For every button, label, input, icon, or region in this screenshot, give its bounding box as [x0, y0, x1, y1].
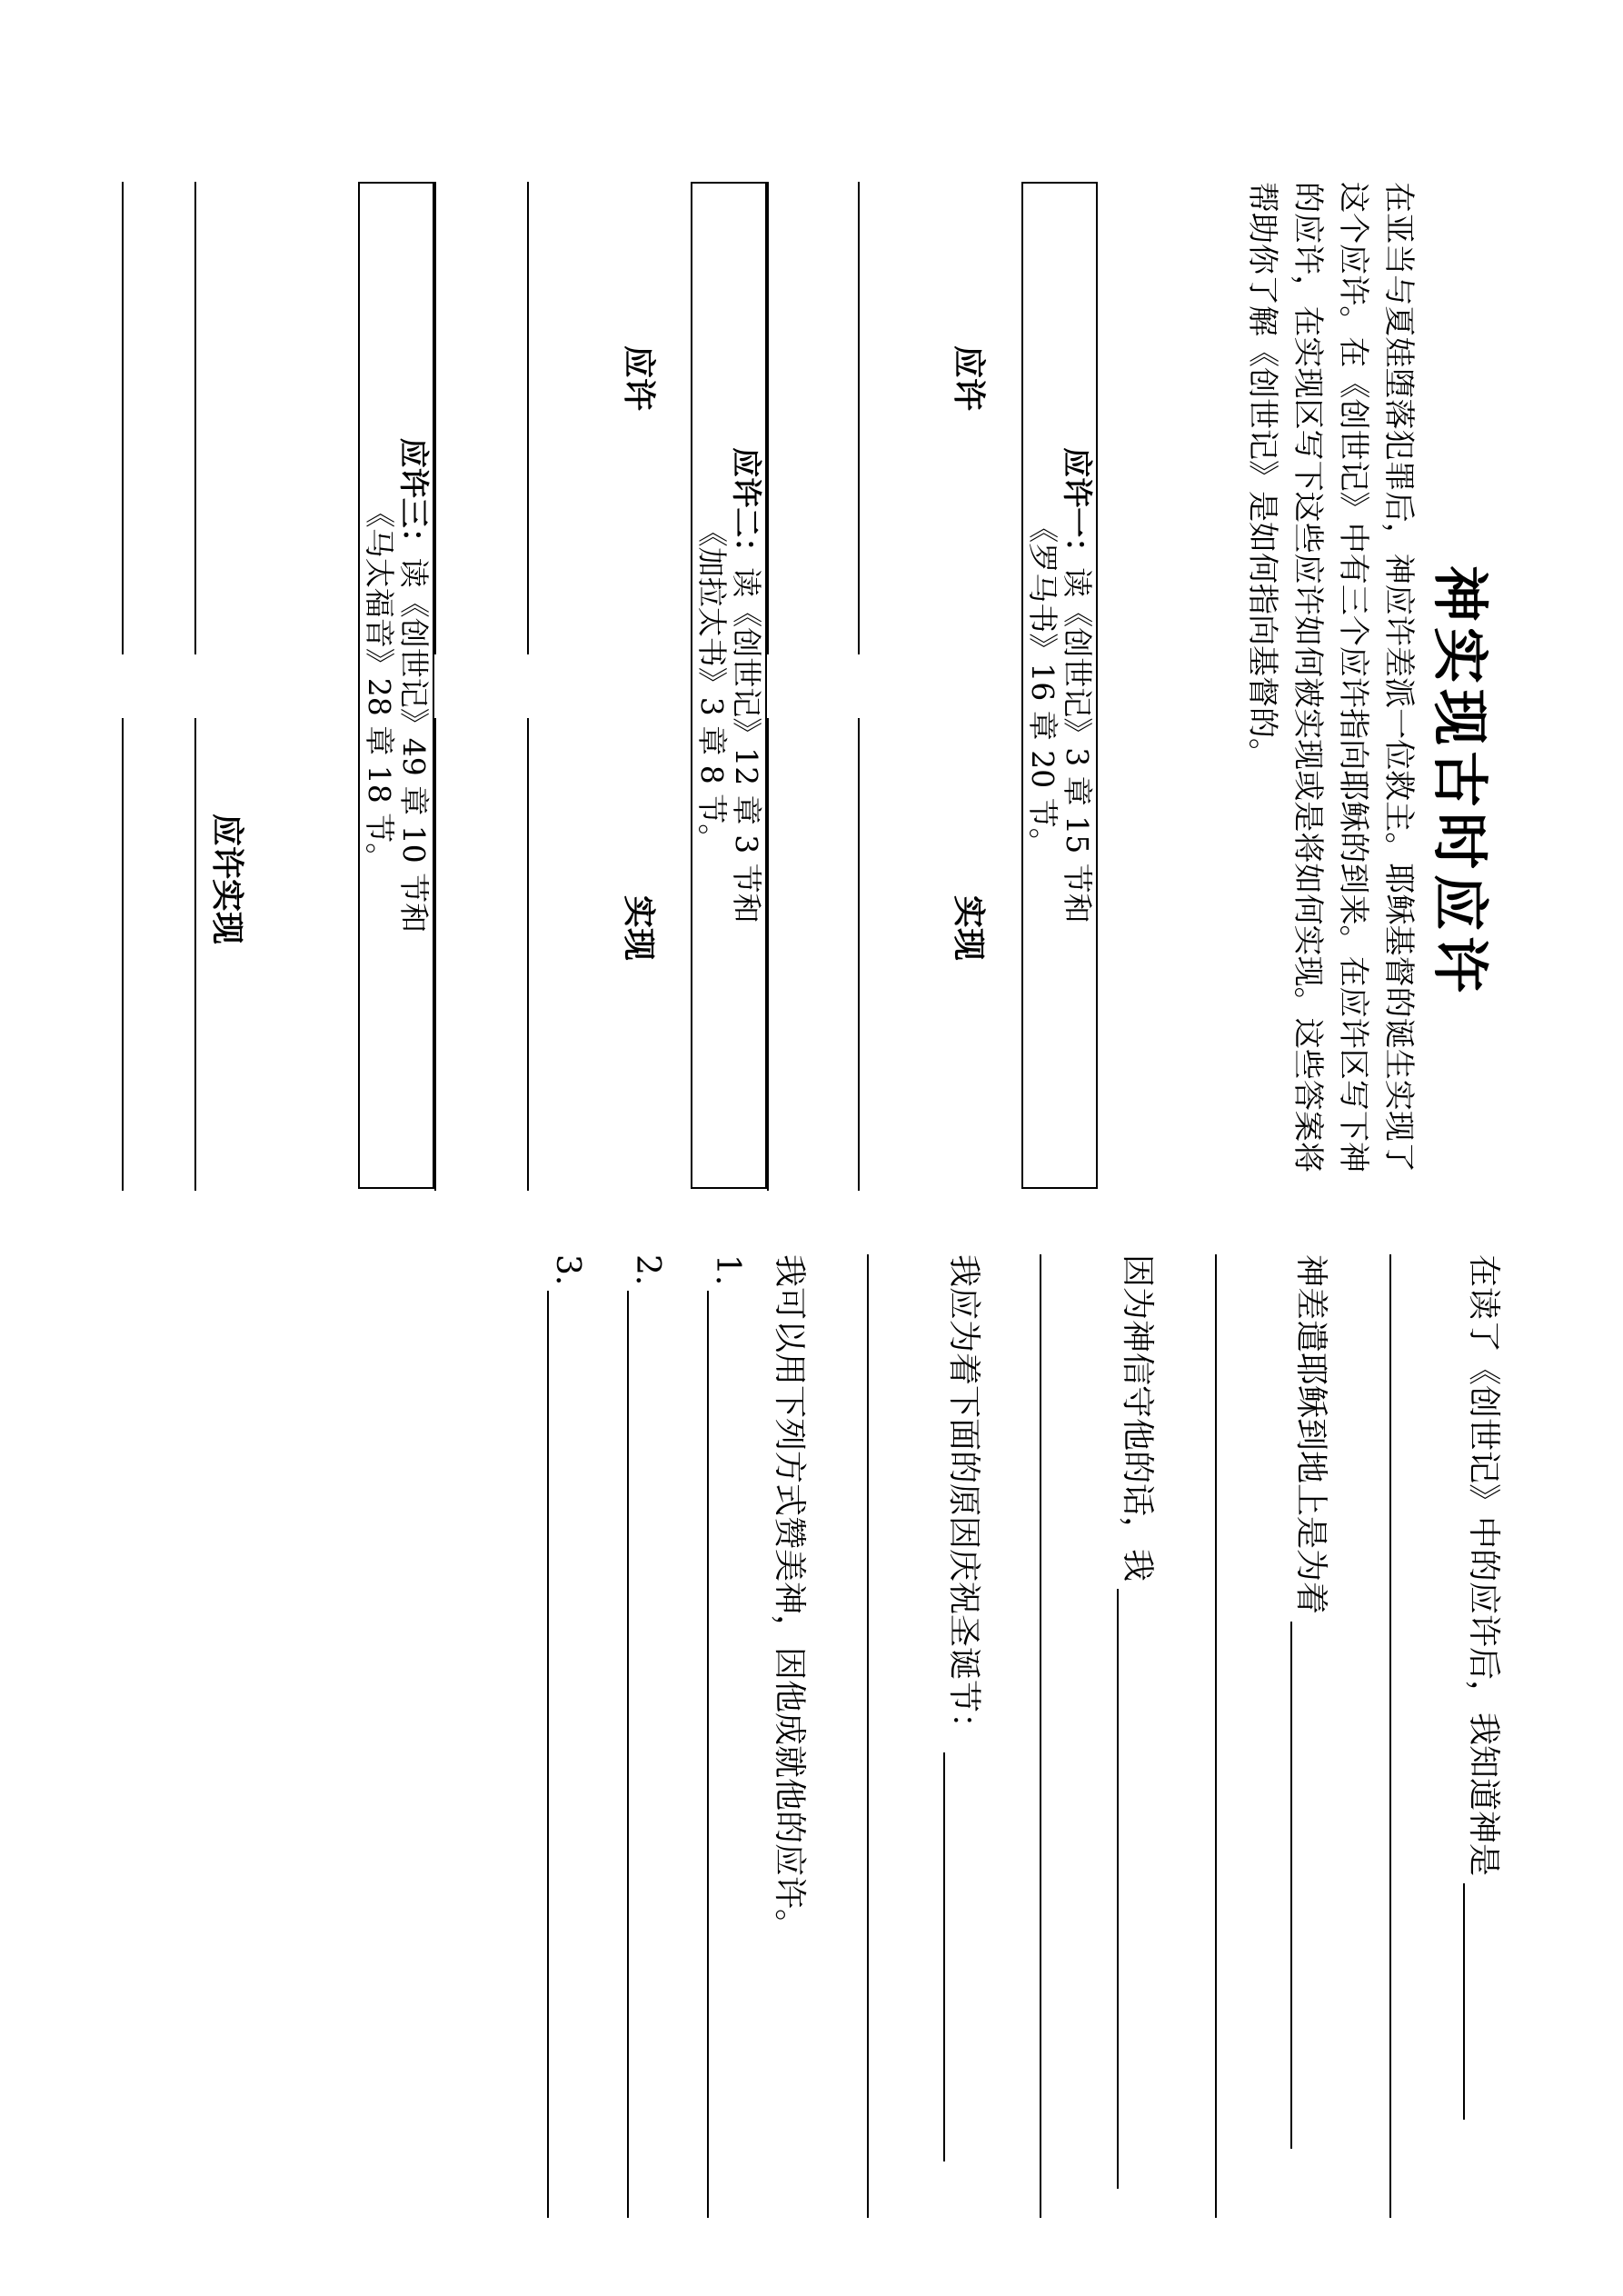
question-god-is: [1463, 1254, 1503, 2218]
answer-line[interactable]: [867, 1254, 869, 2218]
promise-1-answer-line[interactable]: [767, 718, 769, 1191]
question-god-is-text: 在读了《创世记》中的应许后，我知道神是: [1465, 1254, 1502, 1877]
question-god-keeps-word: [1117, 1254, 1157, 2218]
question-jesus-sent-blank[interactable]: [1290, 1622, 1323, 2149]
praise-item-2-number: 2.: [629, 1254, 666, 1286]
question-god-keeps-word-text: 因为神信守他的话，我: [1119, 1254, 1156, 1582]
promise-2-answer-line[interactable]: [434, 718, 436, 1191]
promise-3-reading-2: 《马太福音》28 章 18 节。: [362, 497, 397, 873]
promise-1-answer-line[interactable]: [767, 182, 769, 654]
question-god-is-blank[interactable]: [1463, 1883, 1496, 2120]
promise-1-reading-2: 《罗马书》16 章 20 节。: [1025, 513, 1060, 858]
promise-1-box: [1021, 182, 1098, 1189]
praise-item-3-number: 3.: [549, 1254, 586, 1286]
question-jesus-sent: [1290, 1254, 1330, 2218]
promise-1-answer-line[interactable]: [858, 182, 860, 654]
promise-1-answer-line[interactable]: [858, 718, 860, 1191]
page-title: 神实现古时应许: [1427, 564, 1493, 998]
answer-line[interactable]: [1040, 1254, 1041, 2218]
promise-2-header-promise: 应许: [620, 345, 657, 412]
promise-2-answer-line[interactable]: [527, 182, 529, 654]
promise-3-answer-line[interactable]: [194, 718, 196, 1191]
promise-3-answer-line[interactable]: [122, 718, 124, 1191]
promise-1-lead: 应许一：: [1060, 447, 1095, 568]
promise-2-box: [691, 182, 767, 1189]
intro-paragraph: 在亚当与夏娃堕落犯罪后，神应许差派一位救主。耶稣基督的诞生实现了这个应许。在《创世记》中有三个应许指向耶稣的到来。在应许区写下神的应许，在实现区写下这些应许如何被实现或是将如何实现。这些答案将帮助你了解《创世记》是如何指向基督的。: [1244, 182, 1417, 1173]
promise-1-header-promise: 应许: [950, 345, 987, 412]
promise-2-header-fulfillment: 实现: [620, 895, 657, 962]
promise-2-reading-2: 《加拉太书》3 章 8 节。: [694, 516, 730, 854]
answer-line[interactable]: [1389, 1254, 1391, 2218]
question-celebrate-christmas-text: 我应为着下面的原因庆祝圣诞节：: [945, 1254, 982, 1746]
praise-item-3-line[interactable]: [547, 1291, 549, 2218]
question-praise-god: 我可以用下列方式赞美神，因他成就他的应许。: [771, 1254, 808, 1942]
praise-item-1-line[interactable]: [707, 1291, 709, 2218]
promise-1-reading: 读《创世记》3 章 15 节和: [1060, 567, 1095, 923]
promise-3-lead: 应许三：: [396, 437, 432, 558]
question-celebrate-christmas-blank[interactable]: [943, 1752, 976, 2161]
promise-3-header-fulfillment: 应许实现: [208, 814, 245, 945]
promise-3-box: [358, 182, 434, 1189]
promise-3-answer-line[interactable]: [122, 182, 124, 654]
promise-2-answer-line[interactable]: [527, 718, 529, 1191]
praise-item-2-line[interactable]: [627, 1291, 629, 2218]
praise-item-1-number: 1.: [709, 1254, 746, 1286]
promise-2-answer-line[interactable]: [434, 182, 436, 654]
promise-2-reading: 读《创世记》12 章 3 节和: [729, 567, 764, 923]
question-god-keeps-word-blank[interactable]: [1117, 1589, 1150, 2189]
question-celebrate-christmas: [943, 1254, 983, 2218]
promise-1-header-fulfillment: 实现: [950, 895, 987, 962]
promise-2-lead: 应许二：: [729, 447, 764, 568]
promise-3-reading: 读《创世记》49 章 10 节和: [396, 557, 432, 933]
question-jesus-sent-text: 神差遣耶稣到地上是为着: [1292, 1254, 1329, 1615]
answer-line[interactable]: [1215, 1254, 1217, 2218]
promise-3-answer-line[interactable]: [194, 182, 196, 654]
